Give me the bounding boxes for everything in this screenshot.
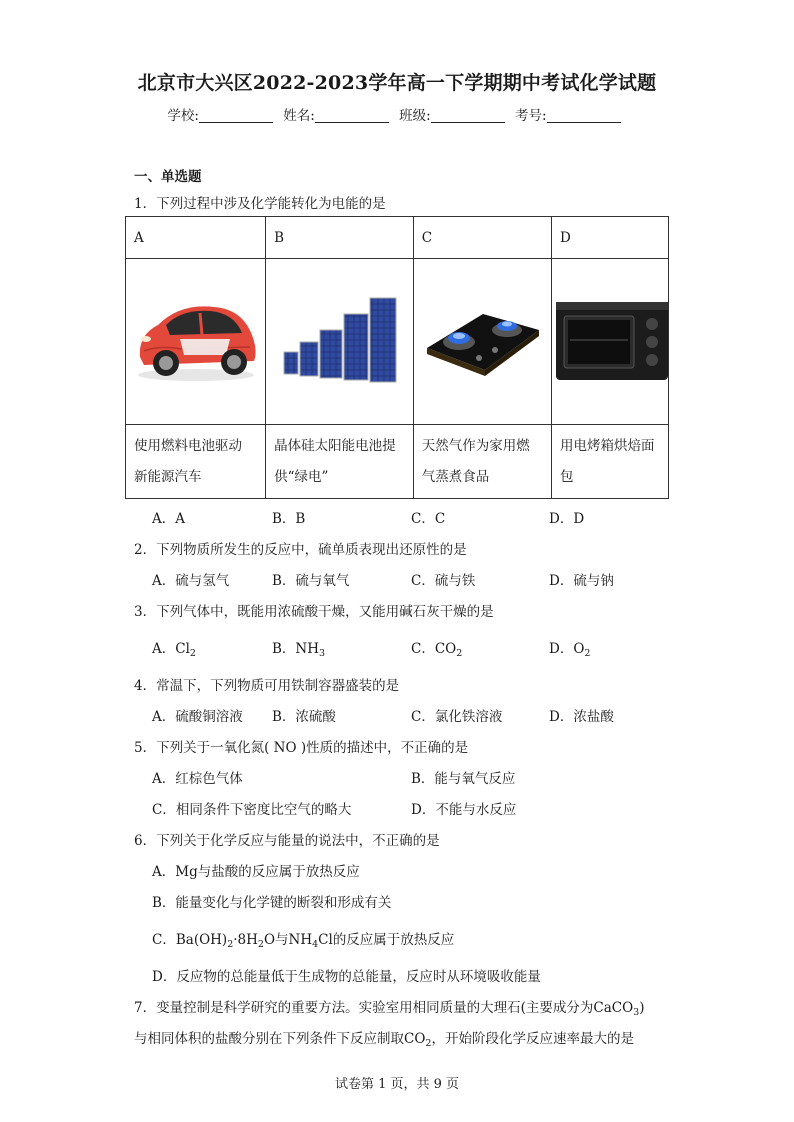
table-header-b: B: [266, 217, 414, 259]
q4-option-a[interactable]: A．硫酸铜溶液: [152, 709, 243, 725]
q6-option-d[interactable]: D．反应物的总能量低于生成物的总能量，反应时从环境吸收能量: [152, 969, 541, 985]
q5-option-c[interactable]: C．相同条件下密度比空气的略大: [152, 802, 352, 818]
page-title: 北京市大兴区2022-2023学年高一下学期期中考试化学试题: [137, 72, 657, 94]
q3-option-b[interactable]: B．$NH_3$: [272, 641, 326, 659]
school-label: 学校:: [167, 108, 199, 124]
exam-number-label: 考号:: [515, 108, 547, 124]
question-5-stem: 5．下列关于一氧化氮( NO )性质的描述中，不正确的是: [134, 740, 469, 756]
table-header-a: A: [126, 217, 266, 259]
q5-option-d[interactable]: D．不能与水反应: [411, 802, 517, 818]
name-label: 姓名:: [283, 108, 315, 124]
q6-option-a[interactable]: A．Mg与盐酸的反应属于放热反应: [152, 864, 360, 880]
caption-d: 用电烤箱烘焙面 包: [552, 425, 669, 499]
table-header-c: C: [413, 217, 551, 259]
gas-stove-image: [413, 259, 551, 425]
electric-car-image: [126, 259, 266, 425]
q5-option-a[interactable]: A．红棕色气体: [152, 771, 243, 787]
question-7-line-1: 7．变量控制是科学研究的重要方法。实验室用相同质量的大理石(主要成分为CaCO$_3$): [134, 1000, 645, 1018]
q2-option-a[interactable]: A．硫与氢气: [152, 573, 230, 589]
caption-a: 使用燃料电池驱动 新能源汽车: [126, 425, 266, 499]
table-header-d: D: [552, 217, 669, 259]
question-1-stem: 1．下列过程中涉及化学能转化为电能的是: [134, 196, 386, 212]
class-label: 班级:: [399, 108, 431, 124]
student-info-line: [0, 104, 794, 124]
q1-option-a[interactable]: A．A: [152, 511, 185, 527]
q3-option-a[interactable]: A．$Cl_2$: [152, 641, 196, 659]
q1-option-c[interactable]: C．C: [411, 511, 446, 527]
question-1-table: [125, 216, 669, 499]
question-4-stem: 4．常温下，下列物质可用铁制容器盛装的是: [134, 678, 400, 694]
q4-option-c[interactable]: C．氯化铁溶液: [411, 709, 503, 725]
q5-option-b[interactable]: B．能与氧气反应: [411, 771, 516, 787]
solar-panels-image: [266, 259, 414, 425]
name-blank[interactable]: [315, 108, 389, 123]
caption-c: 天然气作为家用燃 气蒸煮食品: [413, 425, 551, 499]
q1-option-d[interactable]: D．D: [549, 511, 585, 527]
q2-option-d[interactable]: D．硫与钠: [549, 573, 614, 589]
school-blank[interactable]: [199, 108, 273, 123]
q6-option-c[interactable]: C．$Ba(OH)_2\cdot 8H_2O$与$NH_4Cl$的反应属于放热反应: [152, 932, 455, 950]
exam-number-blank[interactable]: [547, 108, 621, 123]
q4-option-d[interactable]: D．浓盐酸: [549, 709, 614, 725]
q3-option-d[interactable]: D．$O_2$: [549, 641, 591, 659]
class-blank[interactable]: [431, 108, 505, 123]
section-title: 一、单选题: [134, 169, 202, 185]
q2-option-b[interactable]: B．硫与氧气: [272, 573, 350, 589]
q3-option-c[interactable]: C．$CO_2$: [411, 641, 463, 659]
question-6-stem: 6．下列关于化学反应与能量的说法中，不正确的是: [134, 833, 440, 849]
page-footer: 试卷第 1 页，共 9 页: [334, 1077, 460, 1092]
question-3-stem: 3．下列气体中，既能用浓硫酸干燥，又能用碱石灰干燥的是: [134, 604, 494, 620]
q4-option-b[interactable]: B．浓硫酸: [272, 709, 336, 725]
q1-option-b[interactable]: B．B: [272, 511, 306, 527]
question-7-line-2: 与相同体积的盐酸分别在下列条件下反应制取$CO_2$，开始阶段化学反应速率最大的是: [134, 1031, 634, 1049]
electric-oven-image: [552, 259, 669, 425]
q6-option-b[interactable]: B．能量变化与化学键的断裂和形成有关: [152, 895, 392, 911]
caption-b: 晶体硅太阳能电池提 供“绿电”: [266, 425, 414, 499]
q2-option-c[interactable]: C．硫与铁: [411, 573, 476, 589]
question-2-stem: 2．下列物质所发生的反应中，硫单质表现出还原性的是: [134, 542, 467, 558]
